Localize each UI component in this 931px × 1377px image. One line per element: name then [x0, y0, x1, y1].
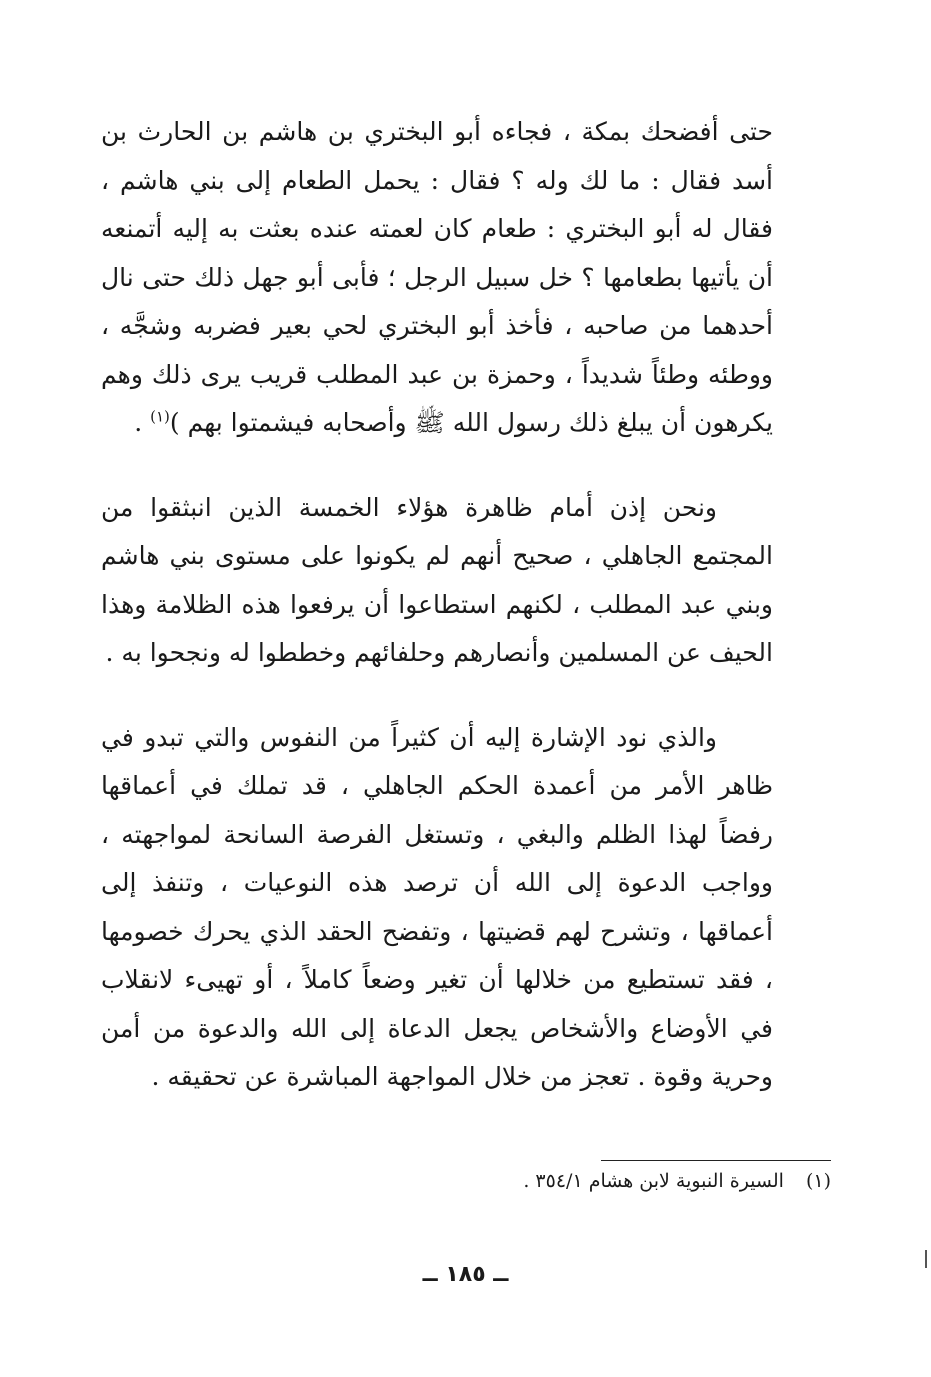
- paragraph-3-text: والذي نود الإشارة إليه أن كثيراً من النفوس والتي تبدو في ظاهر الأمر من أعمدة الحكم الجاهلي ، قد تملك في أعماقها رفضاً لهذا الظلم والبغي ، وتستغل الفرصة السانحة لمواجهته ، وواجب الدعوة إلى الله أن ترصد هذه النوعيات ، وتنفذ إلى أعماقها ، وتشرح لهم قضيتها ، وتفضح الحقد الذي يحرك خصومها ، فقد تستطيع من خلالها أن تغير وضعاً كاملاً ، أو تهيىء لانقلاب في الأوضاع والأشخاص يجعل الدعاة إلى الله والدعوة من أمن وحرية وقوة . تعجز من خلال المواجهة المباشرة عن تحقيقه .: [101, 722, 773, 1091]
- paragraph-2-text: ونحن إذن أمام ظاهرة هؤلاء الخمسة الذين انبثقوا من المجتمع الجاهلي ، صحيح أنهم لم يكونوا على مستوى بني هاشم وبني عبد المطلب ، لكنهم استطاعوا أن يرفعوا هذه الظلامة وهذا الحيف عن المسلمين وأنصارهم وحلفائهم وخططوا له ونجحوا به .: [101, 492, 773, 667]
- paragraph-1-text: حتى أفضحك بمكة ، فجاءه أبو البختري بن هاشم بن الحارث بن أسد فقال : ما لك وله ؟ فقال : يحمل الطعام إلى بني هاشم ، فقال له أبو البختري : طعام كان لعمته عنده بعثت به إليه أتمنعه أن يأتيها بطعامها ؟ خل سبيل الرجل ؛ فأبى أبو جهل ذلك حتى نال أحدهما من صاحبه ، فأخذ أبو البختري لحي بعير فضربه وشجَّه ، ووطئه وطئاً شديداً ، وحمزة بن عبد المطلب قريب يرى ذلك وهم يكرهون أن يبلغ ذلك رسول الله ﷺ وأصحابه فيشمتوا بهم ): [101, 117, 773, 437]
- footnote-text: السيرة النبوية لابن هشام ٣٥٤/١ .: [523, 1170, 784, 1192]
- paragraph-1-trailing: .: [134, 408, 151, 437]
- footnote: [171, 1166, 831, 1196]
- footnote-divider: [601, 1160, 831, 1161]
- footnote-number: (١): [805, 1170, 831, 1192]
- paragraph-3: [101, 714, 773, 1102]
- footnote-reference: (١): [150, 407, 170, 426]
- paragraph-1: [101, 108, 773, 448]
- paragraph-2: [101, 484, 773, 678]
- margin-mark: [925, 1250, 927, 1268]
- main-text: [101, 108, 773, 1102]
- page-number: ــ ١٨٥ ــ: [422, 1262, 509, 1287]
